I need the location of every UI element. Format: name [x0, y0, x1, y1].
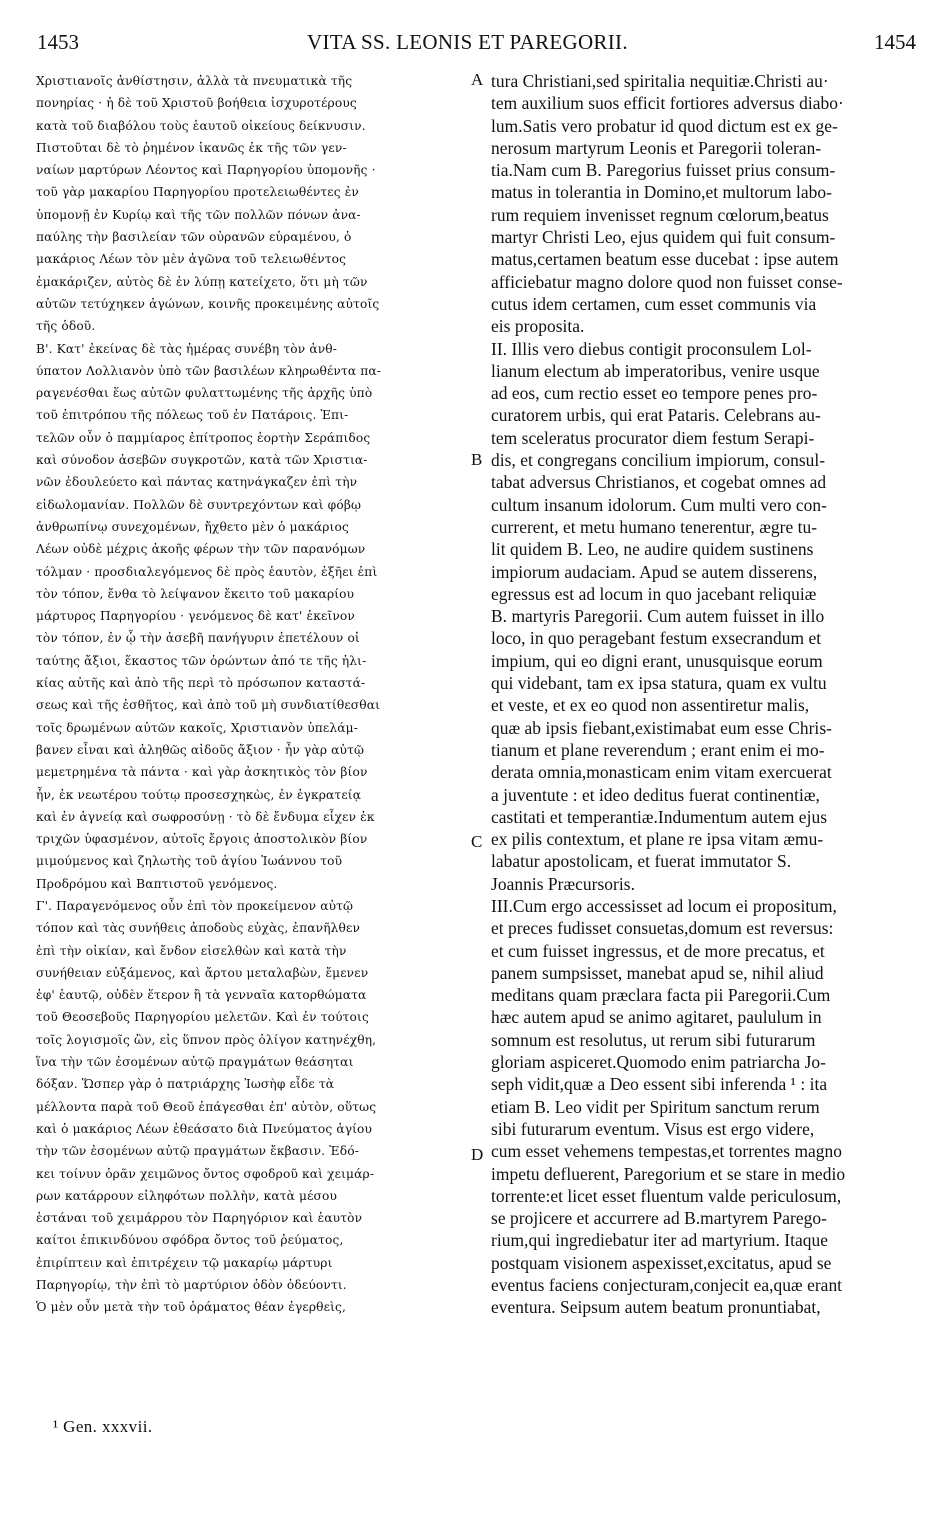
greek-column	[36, 70, 462, 1319]
page-header	[0, 30, 952, 62]
latin-text-line: curatorem urbis, qui erat Pataris. Celebrans au-	[491, 405, 821, 426]
latin-text-line: et cum fuisset ingressus, et de more precatus, et	[491, 940, 825, 961]
greek-text-line: τοῦ Θεοσεβοῦς Παρηγορίου μελετῶν. Καὶ ἐν τούτοις	[36, 1010, 369, 1025]
latin-text-line: tem sceleratus procurator diem festum Serapi-	[491, 427, 815, 448]
latin-text-line: tem auxilium suos efficit fortiores adversus diabo·	[491, 93, 844, 114]
latin-text-line: lum.Satis vero probatur id quod dictum est ex ge-	[491, 115, 838, 136]
latin-text-line: hæc autem apud se animo agitaret, paululum in	[491, 1007, 822, 1028]
greek-text-line: ὑπομονῇ ἐν Κυρίῳ καὶ τῆς τῶν πολλῶν πόνων ἀνα-	[36, 207, 361, 222]
greek-text-line: τὸν τόπον, ἔνθα τὸ λείψανον ἔκειτο τοῦ μακαρίου	[36, 586, 355, 601]
greek-text-line: ύπατον Λολλιανὸν ὑπὸ τῶν βασιλέων κληρωθέντα πα-	[36, 363, 382, 378]
greek-text-line: Πιστοῦται δὲ τὸ ῥημένον ἱκανῶς ἐκ τῆς τῶν γεν-	[36, 140, 347, 155]
latin-text-line: etiam B. Leo vidit per Spiritum sanctum rerum	[491, 1096, 820, 1117]
greek-text-line: τοῦ ἐπιτρόπου τῆς πόλεως τοῦ ἐν Πατάροις. Ἐπι-	[36, 408, 349, 423]
greek-text-line: τοῖς λογισμοῖς ὢν, εἰς ὕπνον πρὸς ὀλίγον κατηνέχθη,	[36, 1032, 377, 1047]
latin-text-line: meditans quam præclara facta pii Paregorii.Cum	[491, 985, 831, 1006]
greek-text-line: Χριστιανοῖς ἀνθίστησιν, ἀλλὰ τὰ πνευματικὰ τῆς	[36, 74, 353, 88]
greek-text-line: τοῖς δρωμένων αὐτῶν κακοῖς, Χριστιανὸν ὑπελάμ-	[36, 720, 358, 735]
greek-text-line: καίτοι ἐπικινδύνου σφόδρα ὄντος τοῦ ῥεύματος,	[36, 1233, 344, 1248]
greek-text-line: ἀνθρωπίνῳ συνεχομένων, ἤχθετο μὲν ὁ μακάριος	[36, 519, 349, 534]
greek-text-line: ἦν, ἐκ νεωτέρου τούτῳ προσεσχηκὼς, ἐν ἐγκρατείᾳ	[36, 787, 362, 802]
latin-text-line: et veste, et ex eo quod non assentiretur malis,	[491, 695, 810, 716]
latin-text-line: panem sumpsisset, manebat apud se, nihil aliud	[491, 962, 824, 983]
latin-text-line: quæ ab ipsis fiebant,existimabat eum esse Chris-	[491, 717, 832, 738]
greek-text-line: μεμετρημένα τὰ πάντα · καὶ γὰρ ἀσκητικὸς τὸν βίον	[36, 765, 368, 780]
greek-text-line: ναίων μαρτύρων Λέοντος καὶ Παρηγορίου ὑπομονῆς ·	[36, 163, 376, 178]
greek-text-line: ρων κατάρρουν εἰληφότων πολλὴν, κατὰ μέσου	[36, 1188, 338, 1203]
latin-text-line: lit quidem B. Leo, ne audire quidem sustinens	[491, 539, 814, 560]
latin-text-line: nerosum martyrum Leonis et Paregorii toleran-	[491, 137, 822, 158]
latin-text-line: eventura. Seipsum autem beatum pronuntiabat,	[491, 1297, 821, 1318]
greek-text-line: ταύτης ἄξιοι, ἕκαστος τῶν ὁρώντων ἀπό τε τῆς ἡλι-	[36, 653, 367, 668]
latin-text-line: cutus idem certamen, cum esset communis via	[491, 293, 817, 314]
greek-text-line: σεως καὶ τῆς ἐσθῆτος, καὶ ἀπὸ τοῦ μὴ συνδιατίθεσθαι	[36, 698, 381, 713]
latin-text-line: ex pilis contextum, et plane re ipsa vitam æmu-	[491, 829, 824, 850]
greek-text-line: κει τοίνυν ὁρᾶν χειμῶνος ὄντος σφοδροῦ καὶ χειμάρ-	[36, 1166, 375, 1181]
latin-text-line: dis, et congregans concilium impiorum, consul-	[491, 450, 826, 471]
latin-text-line: et preces fudisset consuetas,domum est reversus:	[491, 918, 834, 939]
latin-text-line: torrente:et licet esset fluentum valde periculosum,	[491, 1185, 842, 1206]
latin-text-line: qui videbant, tam ex ipsa statura, quam ex vultu	[491, 673, 827, 694]
greek-text-line: Προδρόμου καὶ Βαπτιστοῦ γενόμενος.	[36, 876, 278, 891]
latin-text-line: tia.Nam cum B. Paregorius fuisset prius consum-	[491, 160, 836, 181]
greek-text-line: ἐφ' ἑαυτῷ, οὐδὲν ἕτερον ἢ τὰ γενναῖα κατορθώματα	[36, 988, 367, 1003]
latin-text-line: tabat adversus Christianos, et cogebat omnes ad	[491, 472, 827, 493]
greek-text-line: Β'. Κατ' ἐκείνας δὲ τὰς ἡμέρας συνέβη τὸν ἀνθ-	[36, 341, 338, 356]
latin-text-line: se projicere et accurrere ad B.martyrem Parego-	[491, 1208, 827, 1229]
latin-text-line: matus,certamen beatum esse ducebat : ipse autem	[491, 249, 839, 270]
latin-text-line: egressus est ad locum in quo jacebant reliquiæ	[491, 583, 817, 604]
greek-text-line: ἐπὶ τὴν οἰκίαν, καὶ ἔνδον εἰσελθὼν καὶ κατὰ τὴν	[36, 943, 347, 958]
latin-text-line: cum esset vehemens tempestas,et torrentes magno	[491, 1141, 843, 1162]
latin-text-line: rium,qui ingrediebatur iter ad martyrium. Itaque	[491, 1230, 829, 1251]
margin-marker-d: D	[471, 1145, 484, 1164]
latin-text-line: tura Christiani,sed spiritalia nequitiæ.Christi au·	[491, 71, 829, 91]
greek-text-line: τοῦ γὰρ μακαρίου Παρηγορίου προτελειωθέντες ἐν	[36, 185, 359, 200]
running-title: VITA SS. LEONIS ET PAREGORII.	[307, 30, 628, 54]
greek-text-line: εἰδωλομανίαν. Πολλῶν δὲ συντρεχόντων καὶ φόβῳ	[36, 497, 362, 512]
greek-text-line: τριχῶν ὑφασμένον, αὐτοῖς ἔργοις ἀποστολικὸν βίον	[36, 832, 368, 847]
greek-text-line: δόξαν. Ὥσπερ γὰρ ὁ πατριάρχης Ἰωσὴφ εἶδε τὰ	[36, 1077, 335, 1092]
greek-text-line: τόπον καὶ τὰς συνήθεις ἀποδοὺς εὐχὰς, ἐπανῆλθεν	[36, 921, 361, 936]
greek-text-line: κίας αὐτῆς καὶ ἀπὸ τῆς περὶ τὸ πρόσωπον καταστά-	[36, 676, 366, 691]
latin-text-line: Joannis Præcursoris.	[491, 873, 635, 894]
margin-marker-a: A	[471, 70, 484, 89]
greek-text-line: αὐτῶν τετύχηκεν ἀγώνων, κοινῆς προκειμένης αὐτοῖς	[36, 296, 380, 311]
greek-text-line: μακάριος Λέων τὸν μὲν ἀγῶνα τοῦ τελειωθέντος	[36, 252, 347, 267]
greek-text-line: μέλλοντα παρὰ τοῦ Θεοῦ ἐπάγεσθαι ἐπ' αὐτὸν, οὕτως	[36, 1099, 377, 1114]
greek-text-line: καὶ ἐν ἁγνείᾳ καὶ σωφροσύνῃ · τὸ δὲ ἔνδυμα εἶχεν ἐκ	[36, 809, 375, 824]
greek-text-line: ἐμακάριζεν, αὐτὸς δὲ ἐν λύπῃ κατείχετο, ὅτι μὴ τῶν	[36, 274, 368, 289]
greek-text-line: καὶ σύνοδον ἀσεβῶν συγκροτῶν, κατὰ τῶν Χριστια-	[36, 453, 368, 468]
greek-text-line: τῆς ὁδοῦ.	[36, 319, 96, 334]
greek-text-line: μάρτυρος Παρηγορίου · γενόμενος δὲ κατ' ἐκεῖνον	[36, 609, 355, 624]
latin-text-line: matus in tolerantia in Domino,et multorum labo-	[491, 182, 832, 203]
latin-text-line: rum requiem invenisset regnum cœlorum,beatus	[491, 204, 829, 225]
greek-text-line: πονηρίας · ἡ δὲ τοῦ Χριστοῦ βοήθεια ἰσχυροτέρους	[36, 96, 357, 111]
greek-text-line: ἵνα τὴν τῶν ἐσομένων αὐτῷ πραγμάτων θεάσηται	[36, 1055, 354, 1070]
greek-text-line: κατὰ τοῦ διαβόλου τοὺς ἑαυτοῦ οἰκείους δείκνυσιν.	[36, 118, 366, 133]
latin-text-line: a juventute : et ideo deditus fuerat continentiæ,	[491, 784, 820, 805]
greek-text-line: Γ'. Παραγενόμενος οὖν ἐπὶ τὸν προκείμενον αὐτῷ	[36, 898, 354, 913]
greek-text-line: βανεν εἶναι καὶ ἀληθῶς αἰδοῦς ἄξιον · ἦν γὰρ αὐτῷ	[36, 742, 365, 757]
latin-text-line: seph vidit,quæ a Deo essent sibi inferenda ¹ : ita	[491, 1074, 828, 1095]
latin-text-line: B. martyris Paregorii. Cum autem fuisset in illo	[491, 606, 825, 627]
latin-text-line: martyr Christi Leo, ejus quidem qui fuit consum-	[491, 227, 836, 248]
greek-text-line: ἑστάναι τοῦ χειμάρρου τὸν Παρηγόριον καὶ ἑαυτὸν	[36, 1211, 363, 1226]
latin-text-line: cultum insanum idolorum. Cum multi vero con-	[491, 494, 827, 515]
footnote: ¹ Gen. xxxvii.	[53, 1417, 153, 1436]
page-number-left: 1453	[37, 30, 79, 54]
greek-text-line: παύλης τὴν βασιλείαν τῶν οὐρανῶν εὑραμένου, ὁ	[36, 230, 352, 245]
margin-marker-b: B	[471, 450, 483, 469]
latin-text-line: sibi futurarum eventum. Visus est ergo videre,	[491, 1118, 815, 1139]
latin-text-line: tianum et plane reverendum ; erant enim ei mo-	[491, 739, 825, 760]
latin-column	[491, 70, 921, 1319]
page-number-right: 1454	[874, 30, 916, 54]
latin-text-line: lianum electum ab imperatoribus, venire usque	[491, 360, 820, 381]
greek-text-line: τὸν τόπον, ἐν ᾧ τὴν ἀσεβῆ πανήγυριν ἐπετέλουν οἱ	[36, 631, 360, 646]
latin-text-line: postquam visionem aspexisset,excitatus, apud se	[491, 1252, 832, 1273]
latin-text-line: labatur apostolicam, et fuerat immutator S.	[491, 851, 792, 872]
greek-text-line: τὴν τῶν ἐσομένων αὐτῷ πραγμάτων ἔκβασιν. Ἐδό-	[36, 1144, 359, 1159]
latin-text-line: impetu defluerent, Paregorium et se stare in medio	[491, 1163, 846, 1184]
greek-text-line: τόλμαν · προσδιαλεγόμενος δὲ πρὸς ἑαυτὸν, ἐξῆει ἐπὶ	[36, 564, 378, 579]
latin-text-line: castitati et temperantiæ.Indumentum autem ejus	[491, 806, 828, 827]
greek-text-line: Λέων οὐδὲ μέχρις ἀκοῆς φέρων τὴν τῶν παρανόμων	[36, 542, 366, 557]
latin-text-line: impiorum audaciam. Apud se autem disserens,	[491, 561, 818, 582]
latin-text-line: gloriam aspiceret.Quomodo enim patriarcha Jo-	[491, 1052, 826, 1073]
latin-text-line: ad eos, cum rectio esset eo tempore penes pro-	[491, 383, 818, 404]
greek-text-line: νῶν ἐδουλεύετο καὶ πάντας κατηνάγκαζεν ἐπὶ τὴν	[36, 475, 358, 490]
greek-text-line: Παρηγορίῳ, τὴν ἐπὶ τὸ μαρτύριον ὁδὸν ὁδεύοντι.	[36, 1278, 347, 1293]
latin-text-line: currerent, et metu humano tenerentur, ægre tu-	[491, 516, 818, 537]
latin-text-line: loco, in quo peragebant festum exsecrandum et	[491, 628, 822, 649]
greek-text-line: καὶ ὁ μακάριος Λέων ἐθεάσατο διὰ Πνεύματος ἁγίου	[36, 1121, 373, 1136]
latin-text-line: impium, qui eo digni erant, unusquisque eorum	[491, 650, 823, 671]
margin-marker-c: C	[471, 832, 483, 851]
latin-text-line: somnum est resolutus, ut rerum sibi futurarum	[491, 1029, 816, 1050]
greek-text-line: ραγενέσθαι ἕως αὐτῶν φυλαττωμένης τῆς ἀρχῆς ὑπὸ	[36, 386, 373, 401]
greek-text-line: συνήθειαν εὐξάμενος, καὶ ἄρτου μεταλαβὼν, ἔμενεν	[36, 965, 369, 980]
latin-text-line: II. Illis vero diebus contigit proconsulem Lol-	[491, 338, 812, 359]
latin-text-line: eventus faciens conjecturam,conjecit ea,quæ erant	[491, 1275, 843, 1296]
greek-text-line: Ὁ μὲν οὖν μετὰ τὴν τοῦ ὁράματος θέαν ἐγερθεὶς,	[36, 1300, 347, 1315]
latin-text-line: derata omnia,monasticam enim vitam exercuerat	[491, 762, 832, 783]
latin-text-line: III.Cum ergo accessisset ad locum ei propositum,	[491, 895, 837, 916]
latin-text-line: afficiebatur magno dolore quod non fuisset conse-	[491, 271, 843, 292]
greek-text-line: μιμούμενος καὶ ζηλωτὴς τοῦ ἁγίου Ἰωάννου τοῦ	[36, 854, 343, 869]
latin-text-line: eis proposita.	[491, 316, 585, 337]
greek-text-line: τελῶν οὖν ὁ παμμίαρος ἐπίτροπος ἑορτὴν Σεράπιδος	[36, 430, 371, 445]
greek-text-line: ἐπιρίπτειν καὶ ἐπιτρέχειν τῷ μακαρίῳ μάρτυρι	[36, 1255, 333, 1270]
